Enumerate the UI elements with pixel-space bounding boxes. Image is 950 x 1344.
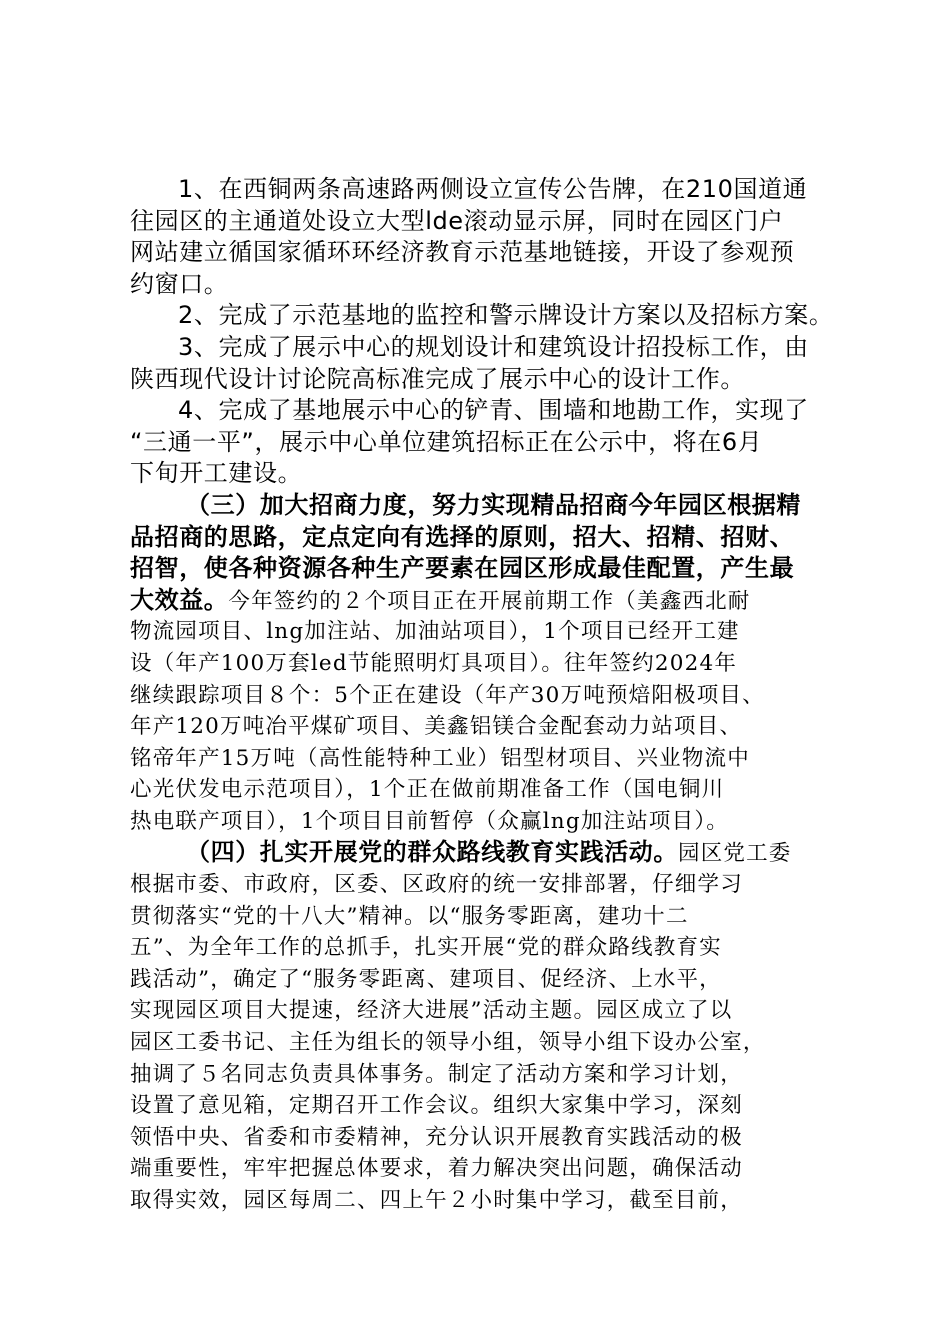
section-4-first-line (130, 837, 830, 869)
section-3-body-line-6: 心光伏发电示范项目），1个正在做前期准备工作（国电铜川 (130, 777, 725, 803)
section-4-body-line-8: 设置了意见箱，定期召开工作会议。组织大家集中学习，深刻 (130, 1093, 743, 1119)
section-4-body-line-9: 领悟中央、省委和市委精神，充分认识开展教育实践活动的极 (130, 1124, 743, 1150)
document-body (130, 174, 834, 1217)
section-3-heading-line-1: （三）加大招商力度，努力实现精品招商今年园区根据精 (186, 490, 801, 519)
item-3-line-2: 陕西现代设计讨论院高标准完成了展示中心的设计工作。 (130, 364, 745, 393)
section-3-body-line-3: 继续跟踪项目８个：5个正在建设（年产30万吨预焙阳极项目、 (130, 682, 765, 708)
section-3-body-line-1: 物流园项目、lng加注站、加油站项目），1个项目已经开工建 (130, 619, 740, 645)
item-1-line-3: 网站建立循国家循环环经济教育示范基地链接，开设了参观预 (130, 238, 795, 267)
section-3-body-line-2: 设（年产100万套led节能照明灯具项目）。往年签约2024年 (130, 650, 738, 676)
section-4-body-line-6: 园区工委书记、主任为组长的领导小组，领导小组下设办公室， (130, 1030, 766, 1056)
section-4-body-line-10: 端重要性，牢牢把握总体要求，着力解决突出问题，确保活动 (130, 1156, 743, 1182)
section-4-body-line-3: 五”、为全年工作的总抓手，扎实开展“党的群众路线教育实 (130, 935, 722, 961)
section-3-heading-tail: 大效益。 (130, 585, 229, 614)
item-4-line-3: 下旬开工建设。 (130, 459, 303, 488)
section-4-body-line-4: 践活动”，确定了“服务零距离、建项目、促经济、上水平， (130, 966, 722, 992)
section-3-body-line-5: 铭帝年产15万吨（高性能特种工业）铝型材项目、兴业物流中 (130, 745, 750, 771)
section-3-heading-line-2: 品招商的思路，定点定向有选择的原则，招大、招精、招财、 (130, 522, 795, 551)
item-2-line-1: 2、完成了示范基地的监控和警示牌设计方案以及招标方案。 (178, 301, 834, 330)
item-1-line-1: 1、在西铜两条高速路两侧设立宣传公告牌，在210国道通 (178, 175, 808, 203)
item-1-line-4: 约窗口。 (130, 269, 229, 298)
section-4-body-line-7: 抽调了５名同志负责具体事务。制定了活动方案和学习计划， (130, 1061, 743, 1087)
item-4-line-2: “三通一平”，展示中心单位建筑招标正在公示中，将在6月 (130, 427, 763, 456)
item-1-line-2: 往园区的主通道处设立大型lde滚动显示屏，同时在园区门户 (130, 206, 784, 235)
section-3-body-start: 今年签约的２个项目正在开展前期工作（美鑫西北耐 (228, 588, 751, 614)
section-3-mixed-line (130, 585, 830, 617)
section-4-body-line-5: 实现园区项目大提速，经济大进展”活动主题。园区成立了以 (130, 998, 733, 1024)
section-4-body-line-11: 取得实效，园区每周二、四上午２小时集中学习，截至目前， (130, 1188, 743, 1213)
section-4-heading: （四）扎实开展党的群众路线教育实践活动。 (186, 838, 678, 867)
section-4-body-line-1: 根据市委、市政府，区委、区政府的统一安排部署，仔细学习 (130, 872, 743, 898)
section-3-body-line-4: 年产120万吨冶平煤矿项目、美鑫铝镁合金配套动力站项目、 (130, 714, 743, 740)
item-4-line-1: 4、完成了基地展示中心的铲青、围墙和地勘工作，实现了 (178, 396, 809, 425)
item-3-line-1: 3、完成了展示中心的规划设计和建筑设计招投标工作，由 (178, 332, 809, 361)
section-4-body-line-2: 贯彻落实“党的十八大”精神。以“服务零距离，建功十二 (130, 903, 689, 929)
section-4-body-start: 园区党工委 (678, 841, 792, 867)
section-3-body-line-7: 热电联产项目），1个项目目前暂停（众赢lng加注站项目）。 (130, 808, 729, 834)
section-3-heading-line-3: 招智，使各种资源各种生产要素在园区形成最佳配置，产生最 (130, 554, 795, 583)
